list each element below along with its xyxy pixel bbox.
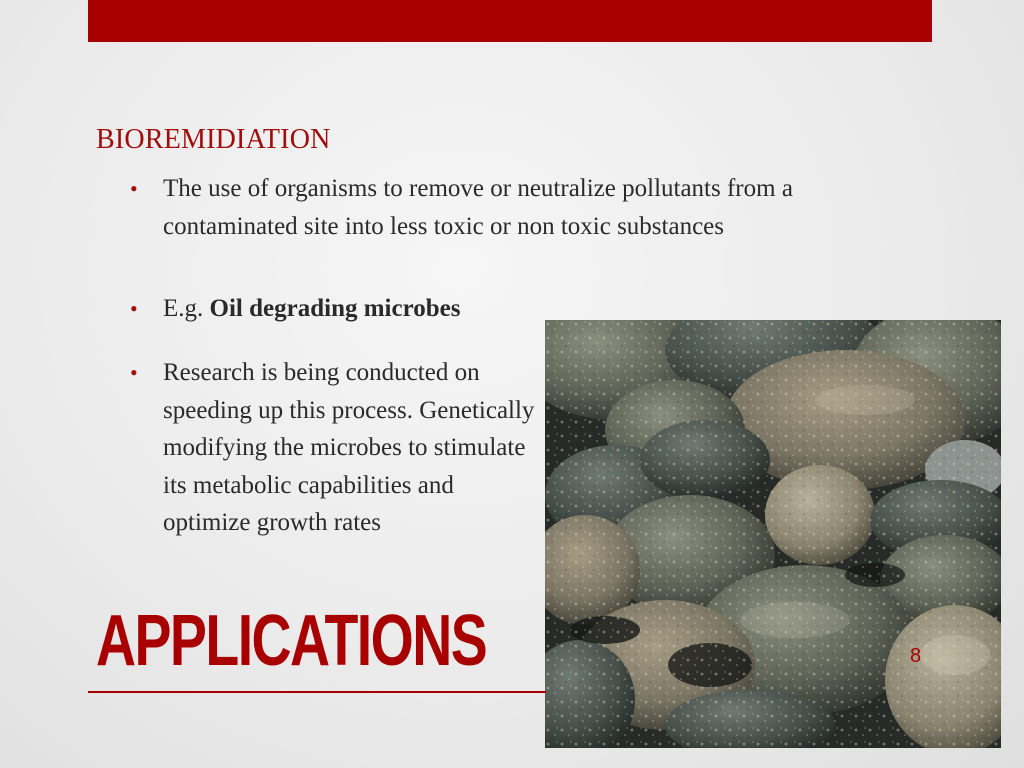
- title-underline: [88, 691, 546, 693]
- rocks-illustration: [545, 320, 1001, 748]
- top-accent-bar: [88, 0, 932, 42]
- slide-title: APPLICATIONS: [96, 601, 487, 681]
- bullet-example: [130, 290, 543, 328]
- oil-covered-rocks-photo: [545, 320, 1001, 748]
- bullet-research-text: Research is being conducted on speeding up this process. Genetically modifying the microbes to stimulate its metabolic capabilities and optimize growth rates: [163, 359, 535, 536]
- bullet-definition: [130, 170, 883, 245]
- section-heading: BIOREMIDIATION: [96, 124, 331, 155]
- bullet-example-bold: Oil degrading microbes: [209, 295, 461, 322]
- bullet-definition-text: The use of organisms to remove or neutralize pollutants from a contaminated site into less toxic or non toxic substances: [163, 175, 793, 240]
- bullet-research: [130, 354, 543, 542]
- bullet-example-prefix: E.g.: [163, 295, 210, 322]
- bullet-icon: •: [130, 296, 138, 321]
- bullet-icon: •: [130, 360, 138, 385]
- page-number: 8: [910, 645, 922, 667]
- bullet-icon: •: [130, 176, 138, 201]
